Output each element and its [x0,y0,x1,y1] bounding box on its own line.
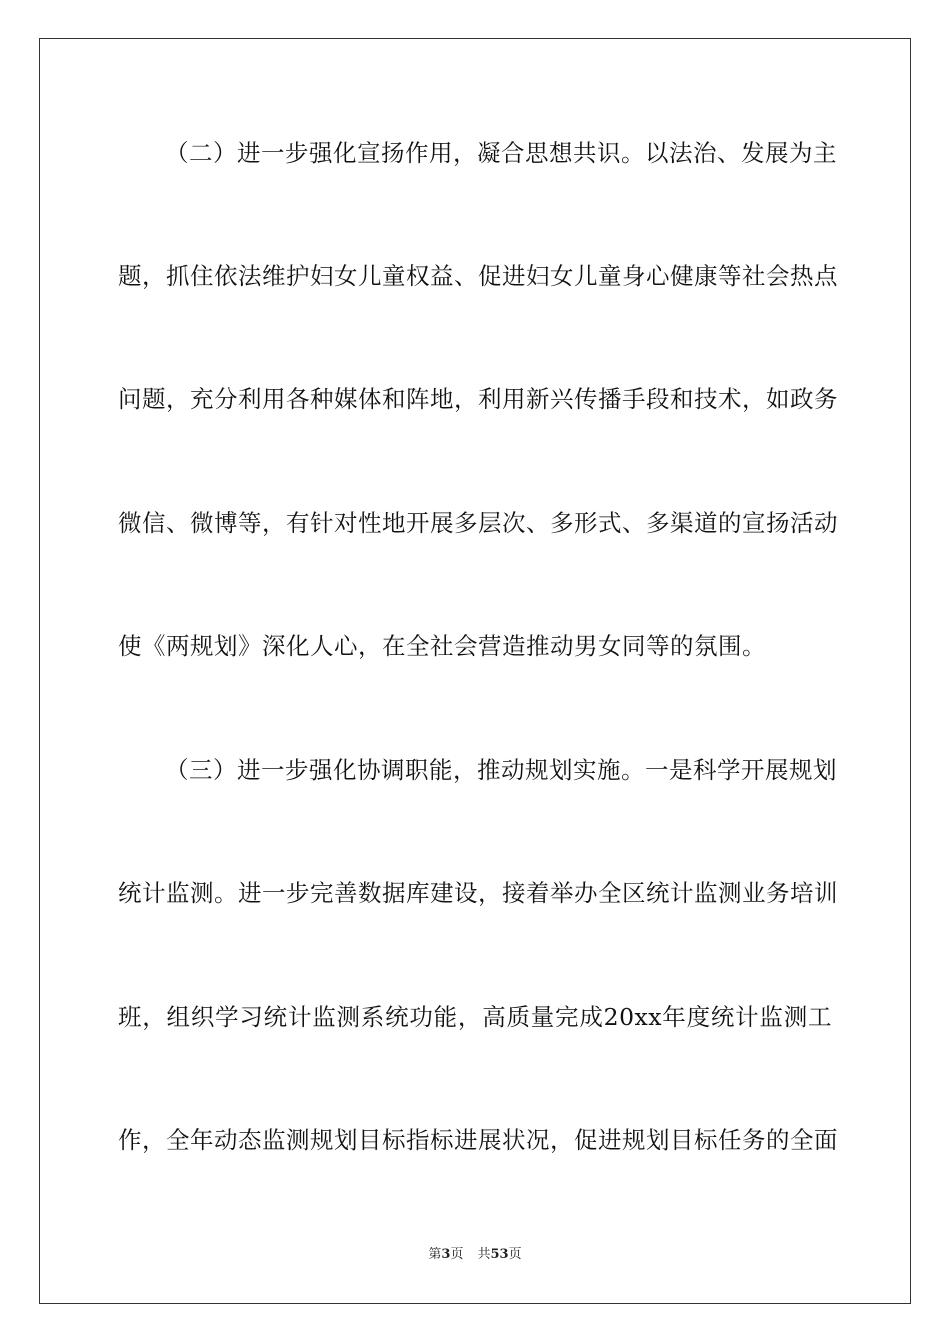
total-prefix: 共 [477,1247,491,1262]
page-suffix: 页 [450,1247,464,1262]
paragraph-3-line-4: 作，全年动态监测规划目标指标进展状况，促进规划目标任务的全面 [118,1126,838,1154]
paragraph-3-line-3: 班，组织学习统计监测系统功能，高质量完成20xx年度统计监测工 [118,1003,832,1031]
paragraph-3-line-2: 统计监测。进一步完善数据库建设，接着举办全区统计监测业务培训 [118,879,838,907]
page-footer [0,1246,950,1264]
paragraph-2-line-4: 微信、微博等，有针对性地开展多层次、多形式、多渠道的宣扬活动 [118,509,838,537]
page-border [39,38,911,1304]
page-number: 3 [441,1247,451,1262]
page-prefix: 第 [428,1247,442,1262]
paragraph-2-line-2: 题，抓住依法维护妇女儿童权益、促进妇女儿童身心健康等社会热点 [118,262,838,290]
paragraph-2-line-1: （二）进一步强化宣扬作用，凝合思想共识。以法治、发展为主 [165,139,837,167]
total-pages: 53 [490,1247,509,1262]
total-suffix: 页 [508,1247,522,1262]
paragraph-2-line-3: 问题，充分利用各种媒体和阵地，利用新兴传播手段和技术，如政务 [118,385,838,413]
paragraph-3-line-1: （三）进一步强化协调职能，推动规划实施。一是科学开展规划 [165,756,837,784]
paragraph-2-line-5: 使《两规划》深化人心，在全社会营造推动男女同等的氛围。 [118,632,766,660]
